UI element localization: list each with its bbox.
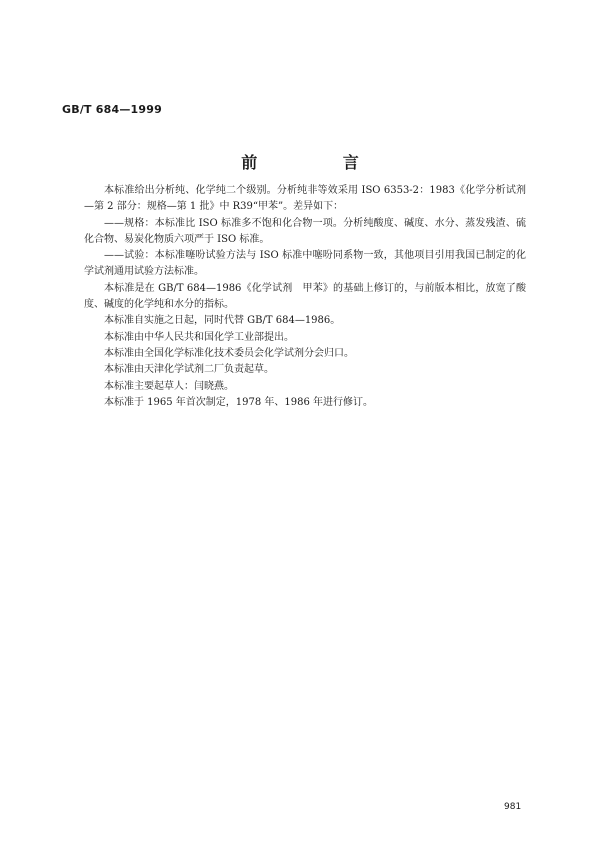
paragraph: 本标准主要起草人：闫晓燕。 (104, 380, 234, 392)
paragraph: 本标准由全国化学标准化技术委员会化学试剂分会归口。 (104, 347, 354, 359)
paragraph: 本标准于 1965 年首次制定，1978 年、1986 年进行修订。 (104, 396, 374, 408)
foreword-body (84, 183, 526, 411)
standard-code: GB/T 684—1999 (62, 103, 162, 116)
paragraph: 本标准给出分析纯、化学纯二个级别。分析纯非等效采用 ISO 6353-2：1983《化学分析试剂—第 2 部分：规格—第 1 批》中 R39“甲苯”。差异如下： (84, 185, 526, 213)
page-number: 981 (504, 802, 522, 812)
paragraph: ——规格：本标准比 ISO 标准多不饱和化合物一项。分析纯酸度、碱度、水分、蒸发残渣、硫化合物、易炭化物质六项严于 ISO 标准。 (84, 217, 526, 245)
page-title: 前 言 (241, 153, 399, 172)
paragraph: 本标准自实施之日起，同时代替 GB/T 684—1986。 (104, 315, 341, 327)
paragraph: 本标准由中华人民共和国化学工业部提出。 (104, 331, 294, 343)
paragraph: 本标准由天津化学试剂二厂负责起草。 (104, 364, 274, 376)
paragraph: ——试验：本标准噻吩试验方法与 ISO 标准中噻吩同系物一致，其他项目引用我国已制定的化学试剂通用试验方法标准。 (84, 250, 526, 278)
paragraph: 本标准是在 GB/T 684—1986《化学试剂 甲苯》的基础上修订的，与前版本相比，放宽了酸度、碱度的化学纯和水分的指标。 (84, 282, 526, 311)
